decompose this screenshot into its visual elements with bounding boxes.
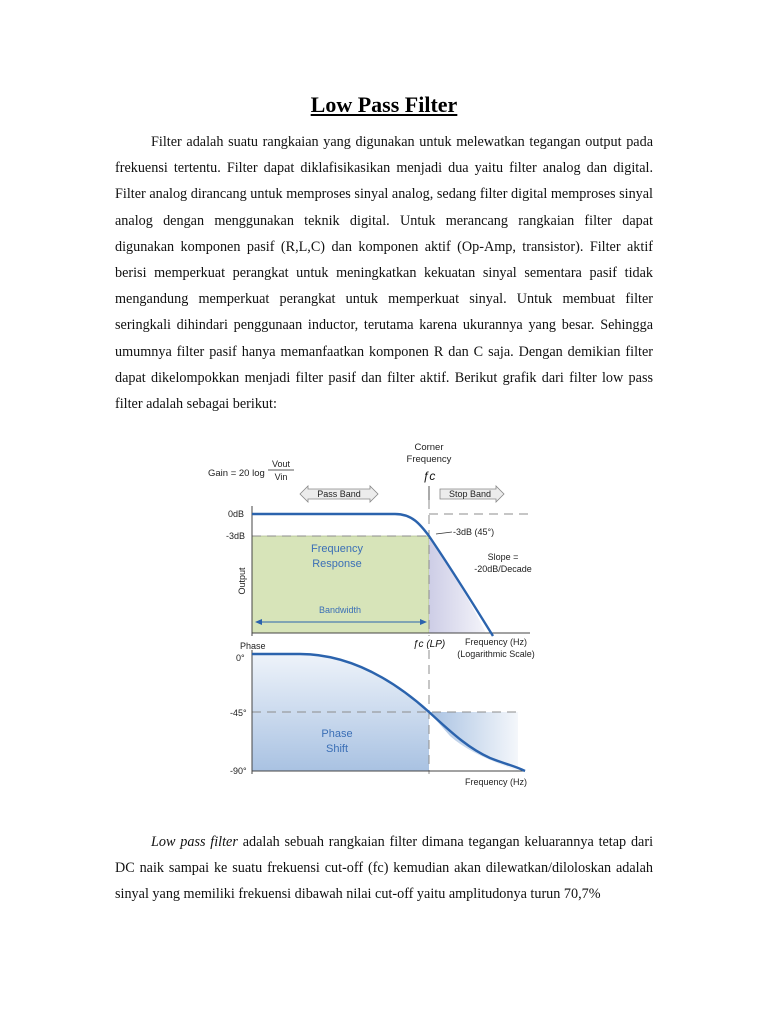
freq-response-label-2: Response bbox=[312, 558, 362, 570]
freq-hz-label: Frequency (Hz) bbox=[464, 637, 528, 647]
gain-label: Gain = 20 log bbox=[208, 468, 265, 479]
m3db-pointer bbox=[436, 532, 452, 534]
fc-label: ƒc bbox=[422, 469, 436, 483]
phase-shift-label-2: Shift bbox=[325, 743, 349, 755]
fc-lp-label: ƒc (LP) bbox=[413, 639, 446, 650]
intro-paragraph: Filter adalah suatu rangkaian yang digunakan untuk melewatkan tegangan output pada frekuensi tertentu. Filter dapat diklafisikasikan menjadi dua yaitu filter analog dan digital. Filter analog dirancang untuk memproses sinyal analog, sedang filter digital memproses sinyal analog dengan menggunakan teknik digital. Untuk merancang rangkaian filter dapat digunakan komponen pasif (R,L,C) dan komponen aktif (Op-Amp, transistor). Filter aktif berisi memperkuat perangkat untuk meningkatkan kekuatan sinyal sementara pasif tidak mengandung memperkuat perangkat untuk memperkuat sinyal. Untuk membuat filter seringkali dihindari penggunaan inductor, terutama karena ukurannya yang besar. Sehingga umumnya filter pasif hanya memanfaatkan komponen R dan C saja. Dengan demikian filter dapat dikelompokkan menjadi filter pasif dan filter aktif. Berikut grafik dari filter low pass filter adalah sebagai berikut: bbox=[115, 134, 653, 413]
corner-label-2: Frequency bbox=[406, 454, 452, 465]
deg0-label: 0° bbox=[236, 653, 245, 663]
phase-shift-label-1: Phase bbox=[321, 728, 353, 740]
stop-band-label: Stop Band bbox=[448, 489, 492, 499]
lowpass-text: adalah sebuah rangkaian filter dimana tegangan keluarannya tetap dari DC naik sampai ke suatu frekuensi cut-off (fc) kemudian akan dilewatkan/diloloskan adalah sinyal yang memiliki frekuensi dibawah nilai cut-off yaitu amplitudonya turun 70,7% bbox=[115, 834, 654, 903]
m3db-label: -3dB bbox=[226, 531, 246, 541]
freq-response-label-1: Frequency bbox=[311, 543, 363, 555]
gain-numerator: Vout bbox=[271, 459, 291, 469]
low-pass-filter-figure bbox=[200, 436, 550, 796]
m3db45-label: -3dB (45°) bbox=[453, 527, 495, 537]
log-scale-label: (Logarithmic Scale) bbox=[457, 649, 535, 659]
deg45-label: -45° bbox=[230, 708, 247, 718]
corner-label-1: Corner bbox=[414, 442, 444, 453]
pass-band-label: Pass Band bbox=[317, 489, 361, 499]
phase-freq-hz-label: Frequency (Hz) bbox=[464, 777, 528, 787]
slope-label-1: Slope = bbox=[487, 552, 519, 562]
page-title: Low Pass Filter bbox=[310, 92, 458, 117]
lowpass-term: Low pass filter bbox=[151, 834, 238, 850]
lowpass-paragraph bbox=[115, 829, 653, 908]
deg90-label: -90° bbox=[230, 766, 247, 776]
phase-axis-label: Phase bbox=[240, 641, 266, 651]
gain-denominator: Vin bbox=[274, 472, 288, 482]
odb-label: 0dB bbox=[228, 509, 245, 519]
slope-label-2: -20dB/Decade bbox=[474, 564, 532, 574]
bandwidth-label: Bandwidth bbox=[318, 605, 362, 615]
output-axis-label: Output bbox=[237, 567, 247, 595]
